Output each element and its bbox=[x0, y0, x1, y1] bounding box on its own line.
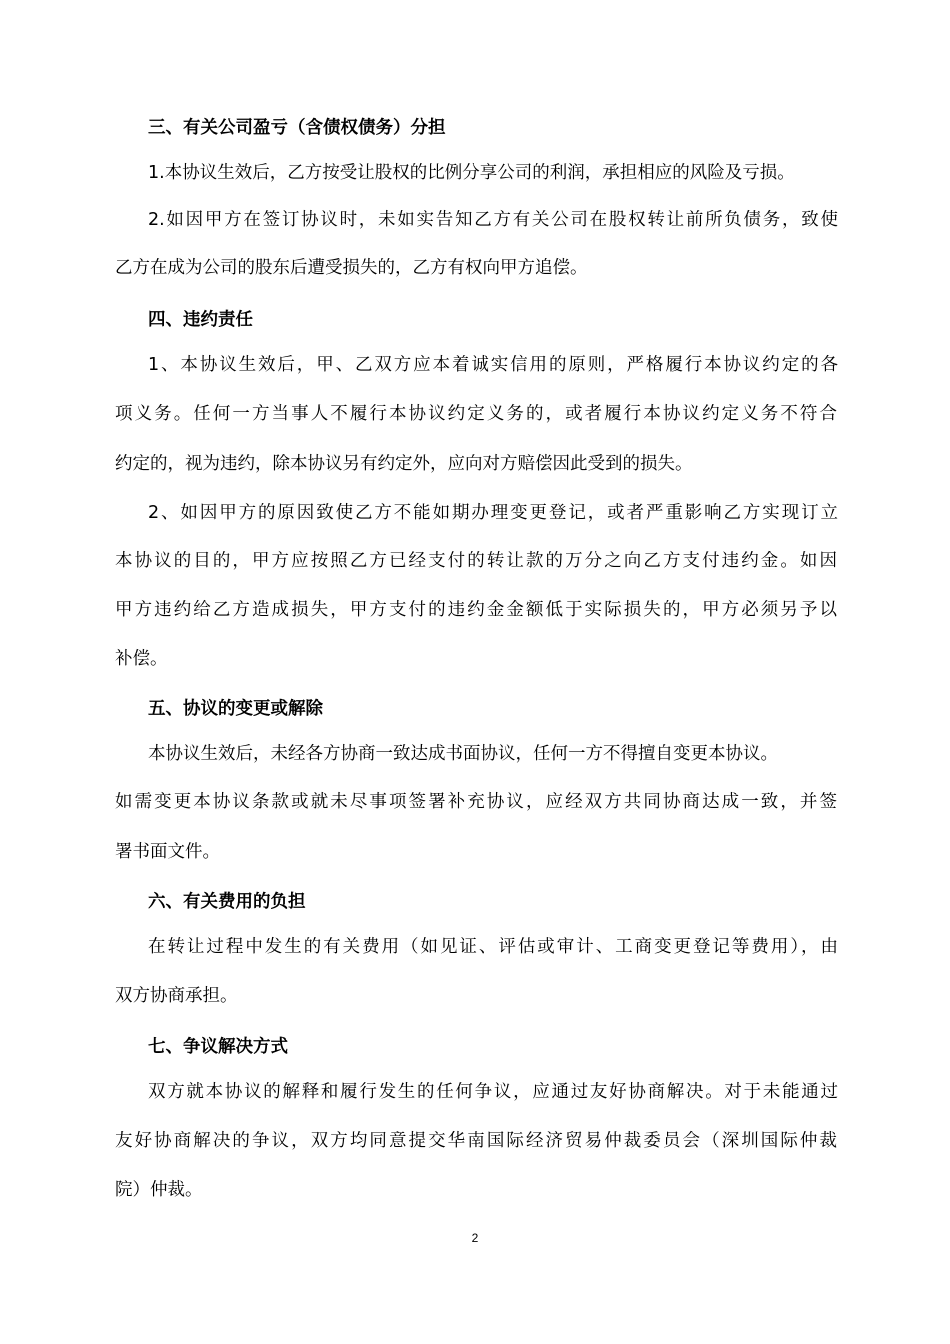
paragraph-line: 1.本协议生效后，乙方按受让股权的比例分享公司的利润，承担相应的风险及亏损。 bbox=[148, 163, 795, 183]
paragraph-line: 项义务。任何一方当事人不履行本协议约定义务的，或者履行本协议约定义务不符合 bbox=[115, 404, 837, 424]
paragraph-line: 署书面文件。 bbox=[115, 842, 220, 862]
section-heading-3: 三、有关公司盈亏（含债权债务）分担 bbox=[148, 118, 446, 138]
paragraph-line: 本协议的目的，甲方应按照乙方已经支付的转让款的万分之向乙方支付违约金。如因 bbox=[115, 551, 837, 571]
paragraph-line: 在转让过程中发生的有关费用（如见证、评估或审计、工商变更登记等费用），由 bbox=[148, 937, 838, 957]
paragraph-line: 乙方在成为公司的股东后遭受损失的，乙方有权向甲方追偿。 bbox=[115, 258, 588, 278]
paragraph-line: 双方就本协议的解释和履行发生的任何争议，应通过友好协商解决。对于未能通过 bbox=[148, 1082, 838, 1102]
section-heading-4: 四、违约责任 bbox=[148, 310, 253, 330]
paragraph-line: 2、如因甲方的原因致使乙方不能如期办理变更登记，或者严重影响乙方实现订立 bbox=[148, 503, 838, 523]
paragraph-line: 1、本协议生效后，甲、乙双方应本着诚实信用的原则，严格履行本协议约定的各 bbox=[148, 355, 838, 375]
paragraph-line: 约定的，视为违约，除本协议另有约定外，应向对方赔偿因此受到的损失。 bbox=[115, 454, 693, 474]
section-heading-5: 五、协议的变更或解除 bbox=[148, 699, 323, 719]
paragraph-line: 2.如因甲方在签订协议时，未如实告知乙方有关公司在股权转让前所负债务，致使 bbox=[148, 210, 838, 230]
paragraph-line: 双方协商承担。 bbox=[115, 986, 238, 1006]
paragraph-line: 补偿。 bbox=[115, 649, 168, 669]
paragraph-line: 院）仲裁。 bbox=[115, 1180, 203, 1200]
paragraph-line: 本协议生效后，未经各方协商一致达成书面协议，任何一方不得擅自变更本协议。 bbox=[148, 744, 778, 764]
paragraph-line: 友好协商解决的争议，双方均同意提交华南国际经济贸易仲裁委员会（深圳国际仲裁 bbox=[115, 1131, 837, 1151]
paragraph-line: 甲方违约给乙方造成损失，甲方支付的违约金金额低于实际损失的，甲方必须另予以 bbox=[115, 600, 837, 620]
paragraph-line: 如需变更本协议条款或就未尽事项签署补充协议，应经双方共同协商达成一致，并签 bbox=[115, 792, 837, 812]
section-heading-6: 六、有关费用的负担 bbox=[148, 892, 306, 912]
section-heading-7: 七、争议解决方式 bbox=[148, 1037, 288, 1057]
page-number: 2 bbox=[471, 1231, 479, 1245]
